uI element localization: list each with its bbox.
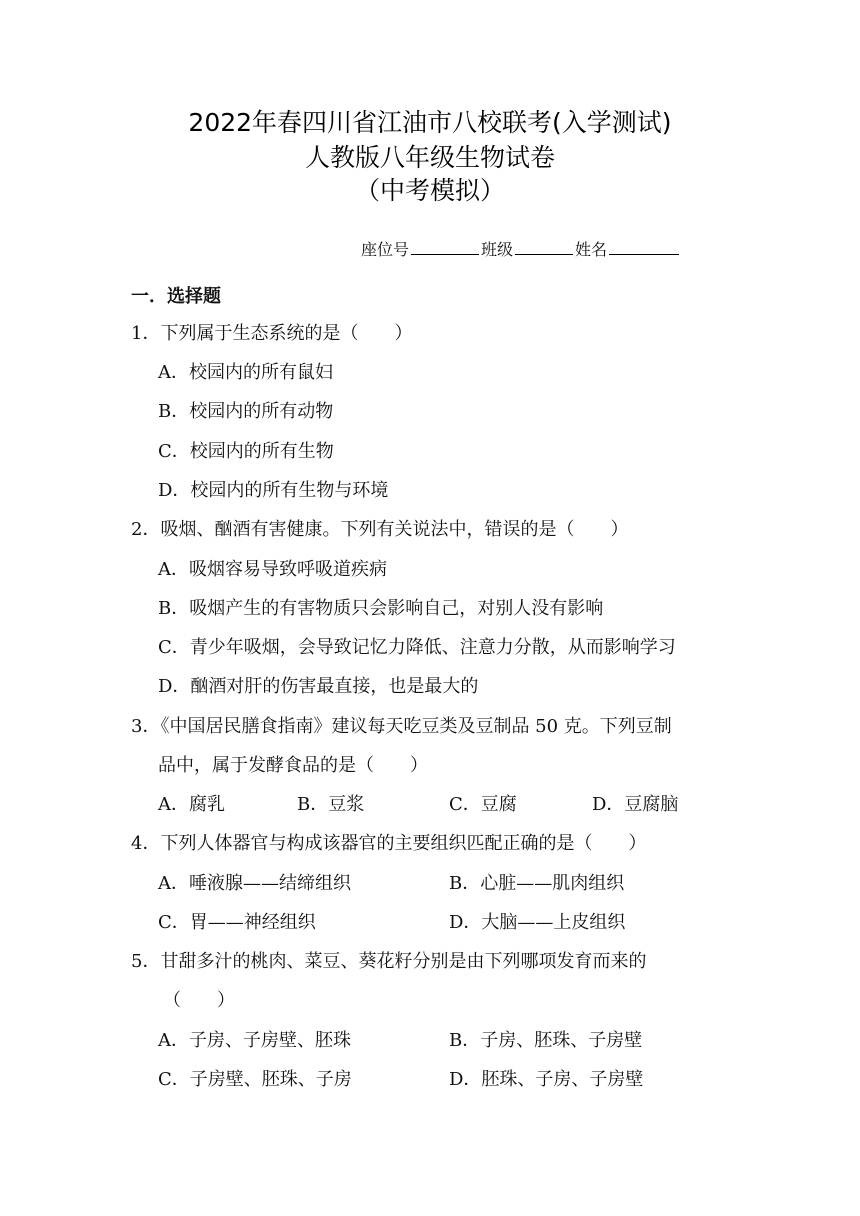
option-4b: B．心脏——肌肉组织 xyxy=(449,873,625,894)
option-5a: A．子房、子房壁、胚珠 xyxy=(158,1030,351,1051)
option-4d: D．大脑——上皮组织 xyxy=(449,912,626,933)
option-1b: B．校园内的所有动物 xyxy=(158,401,334,422)
exam-title-line1: 2022年春四川省江油市八校联考(入学测试) xyxy=(188,108,672,137)
exam-title-line2: 人教版八年级生物试卷 xyxy=(304,143,555,172)
option-2c: C．青少年吸烟，会导致记忆力降低、注意力分散，从而影响学习 xyxy=(158,637,676,658)
exam-title-line3: （中考模拟） xyxy=(354,176,505,205)
option-2b: B．吸烟产生的有害物质只会影响自己，对别人没有影响 xyxy=(158,598,604,619)
question-stem-3: 3．《中国居民膳食指南》建议每天吃豆类及豆制品 50 克。下列豆制 xyxy=(131,716,672,737)
option-1c: C．校园内的所有生物 xyxy=(158,441,334,462)
option-5c: C．子房壁、胚珠、子房 xyxy=(158,1069,352,1090)
option-3c: C．豆腐 xyxy=(449,794,517,815)
option-3b: B．豆浆 xyxy=(297,794,365,815)
name-label: 姓名 xyxy=(575,240,608,259)
question-stem-2: 2．吸烟、酗酒有害健康。下列有关说法中，错误的是（ ） xyxy=(131,519,629,540)
class-label: 班级 xyxy=(481,240,514,259)
question-stem-1: 1．下列属于生态系统的是（ ） xyxy=(131,323,413,344)
option-2a: A．吸烟容易导致呼吸道疾病 xyxy=(158,559,387,580)
section-title: 一．选择题 xyxy=(131,286,221,307)
option-4c: C．胃——神经组织 xyxy=(158,912,316,933)
option-3d: D．豆腐脑 xyxy=(592,794,679,815)
class-blank[interactable] xyxy=(515,238,573,255)
seat-number-label: 座位号 xyxy=(361,240,410,259)
option-5d: D．胚珠、子房、子房壁 xyxy=(449,1069,644,1090)
option-1d: D．校园内的所有生物与环境 xyxy=(158,480,389,501)
question-stem-4: 4．下列人体器官与构成该器官的主要组织匹配正确的是（ ） xyxy=(131,833,647,854)
option-5b: B．子房、胚珠、子房壁 xyxy=(449,1030,643,1051)
question-stem-5: 5．甘甜多汁的桃肉、菜豆、葵花籽分别是由下列哪项发育而来的 xyxy=(131,951,647,972)
seat-number-blank[interactable] xyxy=(411,238,479,255)
student-info-line xyxy=(361,238,681,261)
option-4a: A．唾液腺——结缔组织 xyxy=(158,873,351,894)
option-1a: A．校园内的所有鼠妇 xyxy=(158,362,333,383)
question-stem-5-cont: （ ） xyxy=(163,990,235,1011)
option-3a: A．腐乳 xyxy=(158,794,225,815)
question-stem-3-cont: 品中，属于发酵食品的是（ ） xyxy=(158,755,428,776)
name-blank[interactable] xyxy=(609,238,679,255)
option-2d: D．酗酒对肝的伤害最直接，也是最大的 xyxy=(158,676,479,697)
